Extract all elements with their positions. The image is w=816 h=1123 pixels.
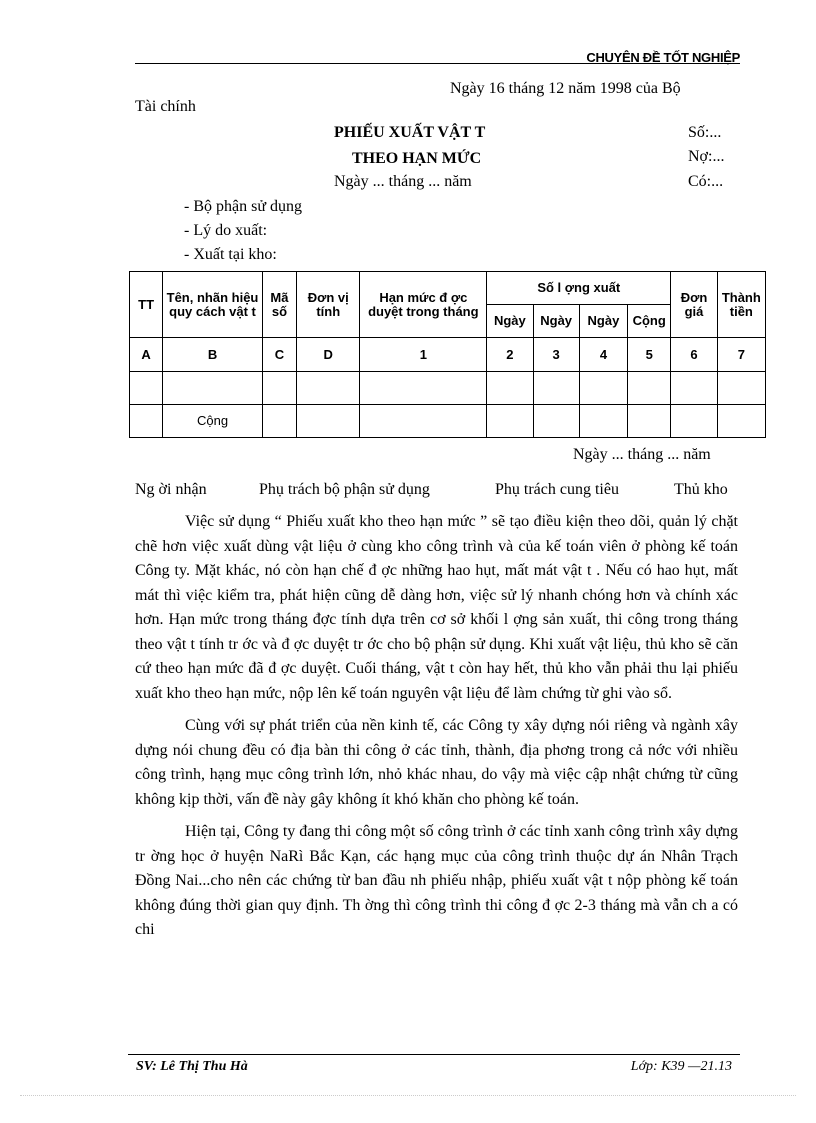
col-header-code: Mã số xyxy=(262,272,296,338)
code-cell: 2 xyxy=(487,338,533,372)
date-after-table: Ngày ... tháng ... năm xyxy=(573,446,711,463)
col-header-day-3: Ngày xyxy=(579,305,627,338)
col-header-day-2: Ngày xyxy=(533,305,579,338)
code-cell: B xyxy=(163,338,263,372)
code-cell: D xyxy=(297,338,360,372)
signature-dept-head: Phụ trách bộ phận sử dụng xyxy=(259,481,430,498)
issue-slip-table xyxy=(129,271,766,438)
signature-storekeeper: Thủ kho xyxy=(674,481,728,498)
paragraph: Việc sử dụng “ Phiếu xuất kho theo hạn mức ” sẽ tạo điều kiện theo dõi, quản lý chặt chẽ hơn việc xuất dùng vật liệu ở cùng kho công trình và của kế toán viên ở phòng kế toán Công ty. Mặt khác, nó còn hạn chế đ ợc những hao hụt, mất mát vật t . Nếu có hao hụt, mất mát thì việc kiểm tra, phát hiện cũng dễ dàng hơn, việc sử lý nhanh chóng hơn và chính xác hơn. Hạn mức trong tháng đợc tính dựa trên cơ sở khối l ợng sản xuất, thi công trong tháng theo vật t tính tr ớc và đ ợc duyệt tr ớc cho bộ phận sử dụng. Khi xuất vật liệu, thủ kho sẽ căn cứ theo hạn mức đã đ ợc duyệt. Cuối tháng, vật t còn hay hết, thủ kho vẫn phải thu lại phiếu xuất kho theo hạn mức, nộp lên kế toán nguyên vật liệu để làm chứng từ ghi vào sổ. xyxy=(135,513,738,702)
form-so: Số:... xyxy=(688,124,722,141)
col-header-total: Cộng xyxy=(628,305,671,338)
intro-line-2: Tài chính xyxy=(135,98,196,115)
code-cell: 3 xyxy=(533,338,579,372)
code-cell: 1 xyxy=(360,338,487,372)
code-cell: C xyxy=(262,338,296,372)
form-date: Ngày ... tháng ... năm xyxy=(334,173,472,190)
header-title: CHUYÊN ĐỀ TỐT NGHIỆP xyxy=(586,50,740,65)
form-title-line-2: THEO HẠN MỨC xyxy=(352,150,482,167)
col-header-unit-price: Đơn giá xyxy=(671,272,717,338)
code-cell: 7 xyxy=(717,338,765,372)
code-cell: 5 xyxy=(628,338,671,372)
col-header-name: Tên, nhãn hiệu quy cách vật t xyxy=(163,272,263,338)
table-code-row xyxy=(130,338,766,372)
field-kho: - Xuất tại kho: xyxy=(184,246,277,263)
total-label: Cộng xyxy=(163,405,263,438)
form-title-line-1: PHIẾU XUẤT VẬT T xyxy=(334,124,486,141)
field-bo-phan: - Bộ phận sử dụng xyxy=(184,198,302,215)
code-cell: 6 xyxy=(671,338,717,372)
col-header-quota: Hạn mức đ ợc duyệt trong tháng xyxy=(360,272,487,338)
form-no: Nợ:... xyxy=(688,148,725,165)
code-cell: 4 xyxy=(579,338,627,372)
footer-class: Lớp: K39 —21.13 xyxy=(630,1059,732,1074)
intro-line-1: Ngày 16 tháng 12 năm 1998 của Bộ xyxy=(450,80,681,97)
col-header-quantity: Số l ợng xuất xyxy=(487,272,671,305)
code-cell: A xyxy=(130,338,163,372)
col-header-tt: TT xyxy=(130,272,163,338)
table-row-total xyxy=(130,405,766,438)
footer-student: SV: Lê Thị Thu Hà xyxy=(136,1059,248,1074)
field-ly-do: - Lý do xuất: xyxy=(184,222,268,239)
col-header-day-1: Ngày xyxy=(487,305,533,338)
paragraph: Hiện tại, Công ty đang thi công một số công trình ở các tỉnh xanh công trình xây dựng tr ờng học ở huyện NaRì Bắc Kạn, các hạng mục của công trình thuộc dự án Nhân Trạch Đồng Nai...cho nên các chứng từ ban đầu nh phiếu nhập, phiếu xuất vật t nộp phòng kế toán không đúng thời gian quy định. Th ờng thì công trình thi công đ ợc 2-3 tháng mà vẫn ch a có chi xyxy=(135,823,738,938)
footer-rule xyxy=(128,1054,740,1055)
col-header-amount: Thành tiền xyxy=(717,272,765,338)
form-co: Có:... xyxy=(688,173,724,190)
table-row-empty xyxy=(130,372,766,405)
page-edge xyxy=(20,1095,796,1096)
body-text xyxy=(135,510,738,943)
signature-supply-head: Phụ trách cung tiêu xyxy=(495,481,619,498)
col-header-unit: Đơn vị tính xyxy=(297,272,360,338)
paragraph: Cùng với sự phát triển của nền kinh tế, các Công ty xây dựng nói riêng và ngành xây dựng nói chung đều có địa bàn thi công ở các tỉnh, thành, địa phơng trong cả nớc với nhiều công trình, hạng mục công trình lớn, nhỏ khác nhau, do vậy mà việc cập nhật chứng từ cũng không kịp thời, vấn đề này gây không ít khó khăn cho phòng kế toán. xyxy=(135,717,738,808)
signature-receiver: Ng ời nhận xyxy=(135,481,207,498)
